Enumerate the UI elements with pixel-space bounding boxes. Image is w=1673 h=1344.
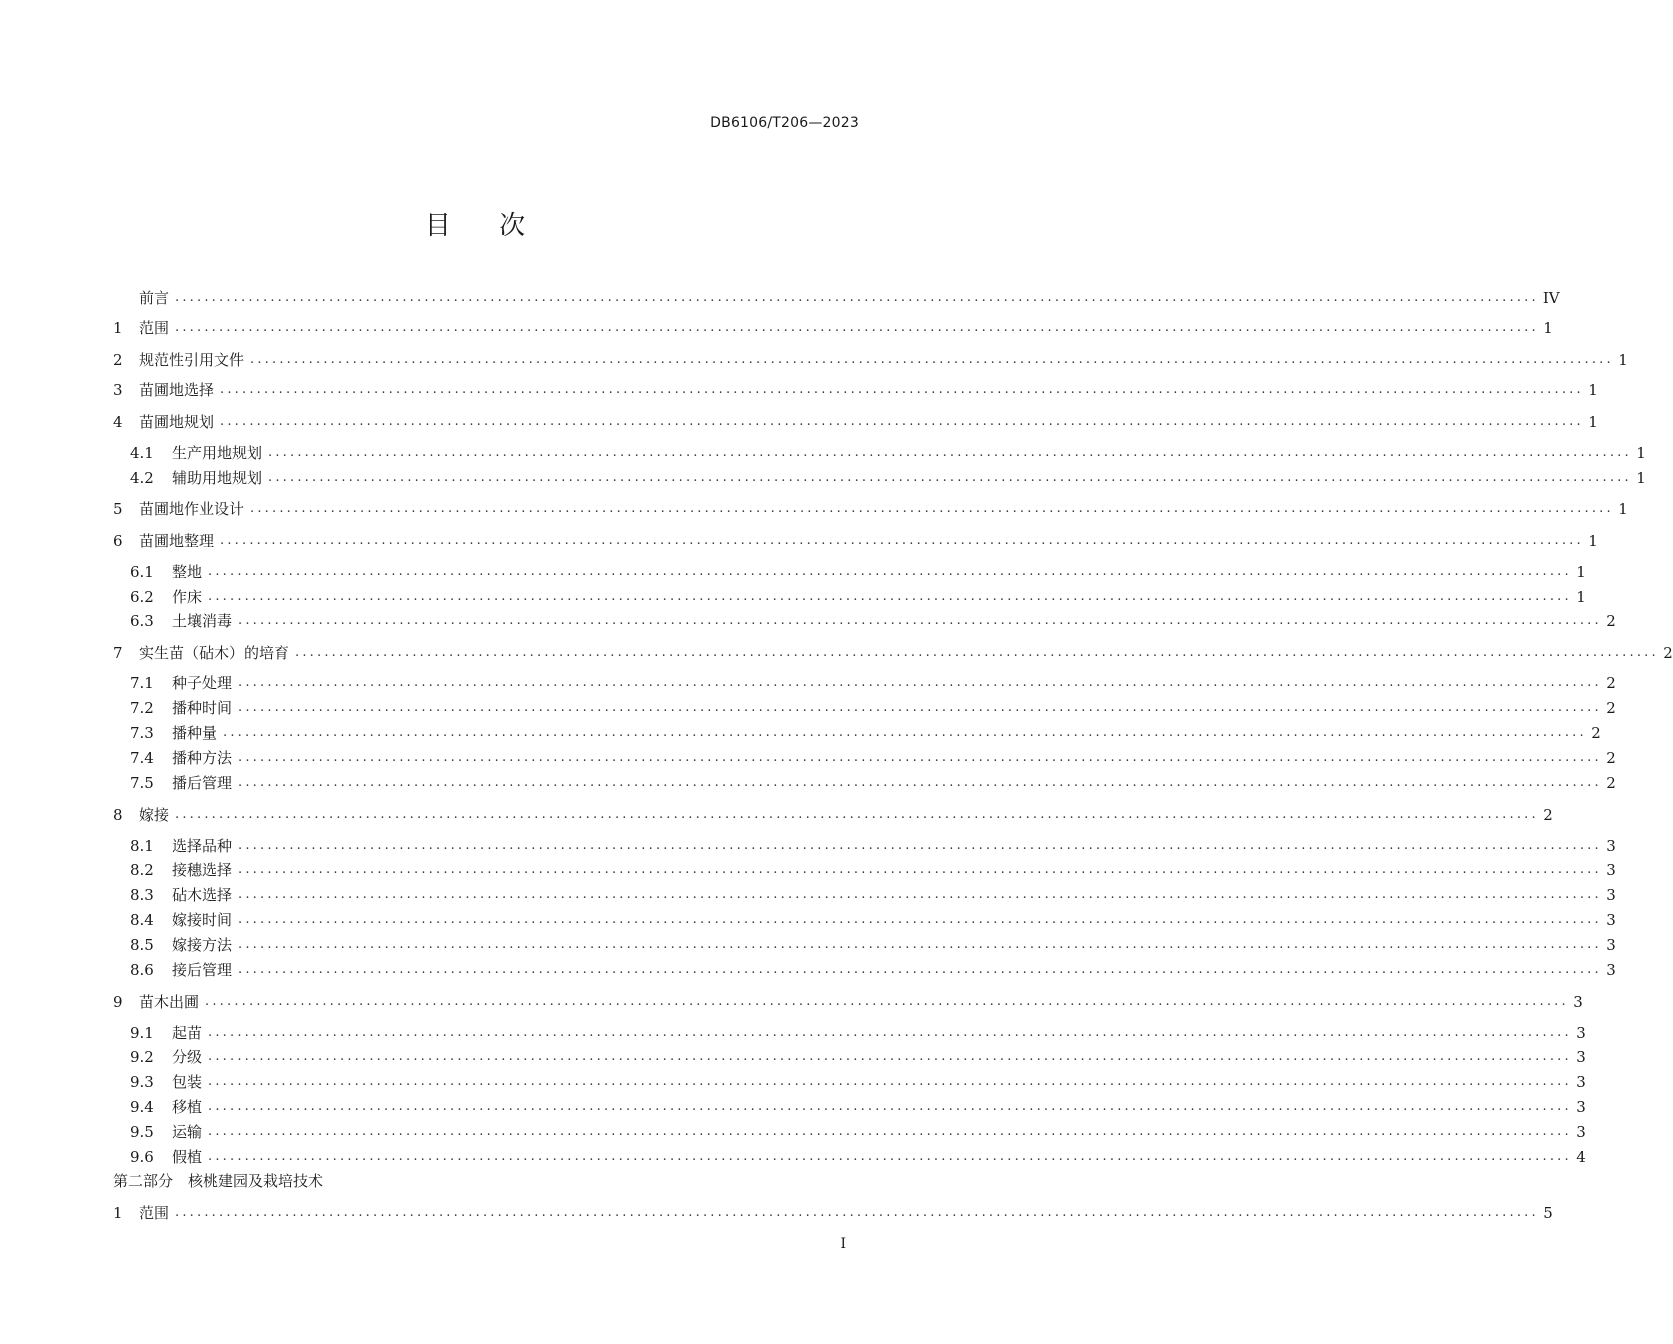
toc-entry-label: 作床	[172, 588, 203, 606]
toc-leader-dots: ..........................................................................................................................................................................................	[175, 1205, 1539, 1220]
toc-entry[interactable]	[130, 1047, 1586, 1067]
toc-entry-number: 2	[113, 351, 123, 369]
toc-leader-dots: ..........................................................................................................................................................................................	[250, 352, 1614, 367]
toc-entry[interactable]	[113, 380, 1598, 400]
toc-entry-page: 3	[1606, 936, 1616, 954]
toc-entry[interactable]	[130, 960, 1616, 980]
toc-leader-dots: ..........................................................................................................................................................................................	[208, 1025, 1572, 1040]
toc-entry[interactable]	[130, 698, 1616, 718]
toc-entry-number: 6	[113, 532, 123, 550]
toc-entry[interactable]	[130, 611, 1616, 631]
toc-entry-page: 3	[1606, 861, 1616, 879]
toc-entry-label: 嫁接	[139, 806, 170, 824]
toc-entry[interactable]	[113, 643, 1673, 663]
toc-leader-dots: ..........................................................................................................................................................................................	[238, 912, 1602, 927]
toc-entry[interactable]	[130, 562, 1586, 582]
toc-leader-dots: ..........................................................................................................................................................................................	[208, 1149, 1572, 1164]
toc-entry-label: 分级	[172, 1048, 203, 1066]
toc-leader-dots: ..........................................................................................................................................................................................	[238, 937, 1602, 952]
toc-title: 目 次	[424, 211, 546, 241]
toc-leader-dots: ..........................................................................................................................................................................................	[220, 382, 1584, 397]
toc-entry-number: 3	[113, 381, 123, 399]
toc-entry-page: 1	[1543, 319, 1553, 337]
toc-entry[interactable]	[130, 860, 1616, 880]
toc-entry-number: 4.1	[130, 444, 154, 462]
toc-entry-number: 4	[113, 413, 123, 431]
toc-entry[interactable]	[130, 1122, 1586, 1142]
toc-leader-dots: ..........................................................................................................................................................................................	[238, 862, 1602, 877]
toc-entry[interactable]	[130, 836, 1616, 856]
toc-leader-dots: ..........................................................................................................................................................................................	[223, 725, 1587, 740]
toc-entry[interactable]	[113, 350, 1628, 370]
toc-entry-label: 苗圃地选择	[139, 381, 215, 399]
toc-entry[interactable]	[113, 318, 1553, 338]
toc-entry-label: 苗木出圃	[139, 993, 200, 1011]
toc-entry[interactable]	[113, 499, 1628, 519]
toc-leader-dots: ..........................................................................................................................................................................................	[238, 962, 1602, 977]
toc-entry[interactable]	[130, 1097, 1586, 1117]
toc-entry-page: 1	[1636, 444, 1646, 462]
toc-entry-number: 9.4	[130, 1098, 154, 1116]
toc-entry-label: 起苗	[172, 1024, 203, 1042]
toc-entry-label: 生产用地规划	[172, 444, 263, 462]
toc-leader-dots: ..........................................................................................................................................................................................	[250, 501, 1614, 516]
toc-entry[interactable]	[113, 531, 1598, 551]
toc-leader-dots: ..........................................................................................................................................................................................	[268, 445, 1632, 460]
toc-entry-page: 3	[1576, 1024, 1586, 1042]
toc-entry[interactable]	[130, 748, 1616, 768]
toc-entry[interactable]	[130, 587, 1586, 607]
toc-entry-number: 1	[113, 1204, 123, 1222]
toc-entry-label: 嫁接时间	[172, 911, 233, 929]
toc-leader-dots: ..........................................................................................................................................................................................	[238, 775, 1602, 790]
toc-entry-label: 种子处理	[172, 674, 233, 692]
toc-entry-label: 砧木选择	[172, 886, 233, 904]
toc-entry[interactable]	[113, 1203, 1553, 1223]
toc-entry-page: 1	[1618, 351, 1628, 369]
toc-leader-dots: ..........................................................................................................................................................................................	[208, 1074, 1572, 1089]
toc-leader-dots: ..........................................................................................................................................................................................	[208, 564, 1572, 579]
toc-entry-number: 7.5	[130, 774, 154, 792]
toc-entry[interactable]	[130, 1147, 1586, 1167]
toc-entry-number: 8.2	[130, 861, 154, 879]
toc-entry[interactable]	[130, 910, 1616, 930]
toc-entry[interactable]	[130, 468, 1646, 488]
toc-entry-number: 7.4	[130, 749, 154, 767]
toc-entry-number: 6.2	[130, 588, 154, 606]
toc-entry-number: 5	[113, 500, 123, 518]
toc-entry-label: 范围	[139, 1204, 170, 1222]
toc-entry-number: 7.1	[130, 674, 154, 692]
toc-entry-number: 7.2	[130, 699, 154, 717]
toc-leader-dots: ..........................................................................................................................................................................................	[208, 1049, 1572, 1064]
toc-entry-page: 5	[1543, 1204, 1553, 1222]
toc-entry-number: 9.2	[130, 1048, 154, 1066]
toc-entry-page: 2	[1543, 806, 1553, 824]
toc-entry[interactable]	[113, 992, 1583, 1012]
toc-entry-page: 3	[1606, 886, 1616, 904]
toc-entry-label: 苗圃地整理	[139, 532, 215, 550]
toc-entry[interactable]	[130, 1023, 1586, 1043]
toc-entry-page: 2	[1606, 612, 1616, 630]
toc-entry-page: 1	[1636, 469, 1646, 487]
toc-entry[interactable]	[113, 412, 1598, 432]
toc-entry-page: 3	[1606, 911, 1616, 929]
toc-entry-number: 1	[113, 319, 123, 337]
toc-entry-number: 7.3	[130, 724, 154, 742]
toc-leader-dots: ..........................................................................................................................................................................................	[295, 645, 1659, 660]
toc-entry[interactable]	[130, 443, 1646, 463]
toc-entry-number: 8.3	[130, 886, 154, 904]
toc-entry-number: 8	[113, 806, 123, 824]
toc-entry-label: 接后管理	[172, 961, 233, 979]
toc-entry-number: 8.5	[130, 936, 154, 954]
toc-entry-page: 2	[1663, 644, 1673, 662]
toc-leader-dots: ..........................................................................................................................................................................................	[208, 1099, 1572, 1114]
toc-entry-page: 2	[1591, 724, 1601, 742]
toc-entry-number: 9.1	[130, 1024, 154, 1042]
toc-leader-dots: ..........................................................................................................................................................................................	[268, 470, 1632, 485]
toc-leader-dots: ..........................................................................................................................................................................................	[220, 533, 1584, 548]
toc-entry-number: 9.3	[130, 1073, 154, 1091]
toc-entry-page: 1	[1618, 500, 1628, 518]
toc-entry-page: 1	[1588, 532, 1598, 550]
toc-entry-label: 播种量	[172, 724, 218, 742]
toc-entry-number: 8.4	[130, 911, 154, 929]
toc-entry-page: 3	[1576, 1073, 1586, 1091]
toc-entry[interactable]	[130, 885, 1616, 905]
toc-entry-number: 9.6	[130, 1148, 154, 1166]
toc-entry-number: 9	[113, 993, 123, 1011]
toc-entry[interactable]	[130, 723, 1601, 743]
toc-entry-label: 假植	[172, 1148, 203, 1166]
toc-entry-page: 2	[1606, 699, 1616, 717]
toc-entry-label: 辅助用地规划	[172, 469, 263, 487]
toc-entry-label: 苗圃地规划	[139, 413, 215, 431]
toc-entry[interactable]	[130, 1072, 1586, 1092]
toc-leader-dots: ..........................................................................................................................................................................................	[175, 290, 1539, 305]
toc-leader-dots: ..........................................................................................................................................................................................	[238, 750, 1602, 765]
toc-leader-dots: ..........................................................................................................................................................................................	[175, 807, 1539, 822]
toc-entry-label: 苗圃地作业设计	[139, 500, 245, 518]
toc-entry[interactable]	[130, 673, 1616, 693]
toc-entry-page: 3	[1606, 837, 1616, 855]
toc-entry-label: 接穗选择	[172, 861, 233, 879]
toc-entry-page: IV	[1542, 289, 1560, 307]
toc-entry-label: 选择品种	[172, 837, 233, 855]
toc-entry-page: 3	[1606, 961, 1616, 979]
doc-code: DB6106/T206—2023	[710, 115, 859, 131]
toc-leader-dots: ..........................................................................................................................................................................................	[175, 320, 1539, 335]
toc-entry-number: 8.1	[130, 837, 154, 855]
footer-page-number: I	[840, 1236, 846, 1252]
toc-entry-page: 2	[1606, 774, 1616, 792]
toc-entry-number: 9.5	[130, 1123, 154, 1141]
toc-entry-number: 6.1	[130, 563, 154, 581]
toc-entry-label: 前言	[139, 289, 170, 307]
toc-entry-label: 包装	[172, 1073, 203, 1091]
toc-entry-page: 3	[1576, 1098, 1586, 1116]
toc-entry-page: 3	[1576, 1048, 1586, 1066]
toc-entry-page: 2	[1606, 674, 1616, 692]
toc-entry-number: 7	[113, 644, 123, 662]
toc-entry-page: 3	[1576, 1123, 1586, 1141]
toc-entry-page: 1	[1576, 563, 1586, 581]
toc-entry-page: 4	[1576, 1148, 1586, 1166]
toc-entry-page: 1	[1588, 413, 1598, 431]
toc-entry-label: 播后管理	[172, 774, 233, 792]
toc-leader-dots: ..........................................................................................................................................................................................	[208, 1124, 1572, 1139]
toc-entry-label: 运输	[172, 1123, 203, 1141]
toc-entry-label: 播种时间	[172, 699, 233, 717]
toc-entry-page: 1	[1588, 381, 1598, 399]
toc-leader-dots: ..........................................................................................................................................................................................	[238, 675, 1602, 690]
toc-leader-dots: ..........................................................................................................................................................................................	[238, 887, 1602, 902]
toc-entry[interactable]	[130, 773, 1616, 793]
part-heading: 第二部分 核桃建园及栽培技术	[113, 1172, 324, 1190]
toc-entry-number: 6.3	[130, 612, 154, 630]
toc-entry-label: 整地	[172, 563, 203, 581]
toc-entry-label: 移植	[172, 1098, 203, 1116]
toc-entry-label: 实生苗（砧木）的培育	[139, 644, 290, 662]
toc-leader-dots: ..........................................................................................................................................................................................	[208, 589, 1572, 604]
toc-leader-dots: ..........................................................................................................................................................................................	[205, 994, 1569, 1009]
toc-entry[interactable]	[113, 288, 1560, 308]
toc-entry-label: 范围	[139, 319, 170, 337]
toc-entry-number: 8.6	[130, 961, 154, 979]
toc-entry-page: 1	[1576, 588, 1586, 606]
toc-leader-dots: ..........................................................................................................................................................................................	[220, 414, 1584, 429]
toc-entry[interactable]	[113, 805, 1553, 825]
toc-entry-label: 规范性引用文件	[139, 351, 245, 369]
toc-entry-page: 3	[1573, 993, 1583, 1011]
toc-entry-page: 2	[1606, 749, 1616, 767]
toc-entry-number: 4.2	[130, 469, 154, 487]
toc-entry-label: 播种方法	[172, 749, 233, 767]
toc-entry[interactable]	[130, 935, 1616, 955]
toc-leader-dots: ..........................................................................................................................................................................................	[238, 838, 1602, 853]
toc-leader-dots: ..........................................................................................................................................................................................	[238, 700, 1602, 715]
toc-entry-label: 嫁接方法	[172, 936, 233, 954]
toc-leader-dots: ..........................................................................................................................................................................................	[238, 613, 1602, 628]
toc-entry-label: 土壤消毒	[172, 612, 233, 630]
